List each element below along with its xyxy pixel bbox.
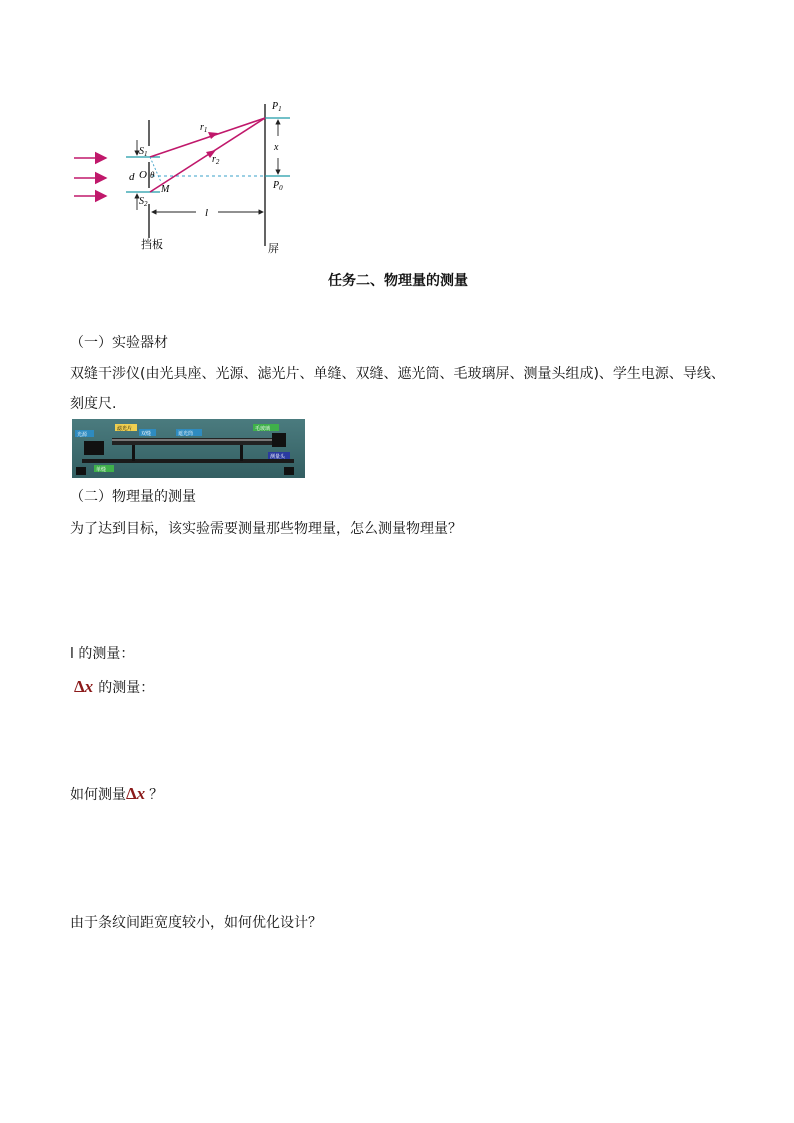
double-slit-diagram	[70, 96, 310, 258]
delta-x-symbol-2: Δx	[126, 784, 146, 803]
label-s1: $S_1$	[139, 146, 148, 158]
label-barrier: 挡板	[141, 238, 163, 251]
label-o: O	[139, 169, 147, 181]
label-screen: 屏	[268, 242, 279, 255]
optimize-question: 由于条纹间距宽度较小，如何优化设计？	[70, 915, 322, 931]
how-measure-suffix: ？	[149, 787, 164, 803]
equipment-title: （一）实验器材	[70, 335, 168, 351]
label-m: M	[161, 184, 170, 195]
how-measure-line	[70, 784, 163, 805]
photo-label-ground-glass: 毛玻璃	[255, 426, 271, 432]
label-x: x	[274, 142, 279, 153]
label-d: d	[129, 171, 135, 183]
label-r1: $r_1$	[200, 122, 208, 134]
label-l: l	[205, 207, 209, 219]
photo-label-filter: 滤光片	[117, 426, 133, 432]
label-theta: θ	[150, 170, 155, 180]
measurement-question: 为了达到目标，该实验需要测量那些物理量，怎么测量物理量？	[70, 521, 462, 537]
photo-label-measuring-head: 测量头	[270, 454, 286, 460]
how-measure-prefix: 如何测量	[70, 787, 126, 803]
dx-measurement-line	[74, 677, 154, 698]
ray-r2	[150, 118, 265, 192]
ray-r1-arrow	[208, 132, 218, 139]
dx-measurement-label: 的测量：	[98, 680, 155, 696]
label-s2: $S_2$	[139, 196, 148, 208]
label-r2: $r_2$	[212, 154, 220, 166]
label-p1: $P_1$	[272, 101, 282, 113]
apparatus-photo	[72, 419, 305, 478]
equipment-list-line1: 双缝干涉仪(由光具座、光源、滤光片、单缝、双缝、遮光筒、毛玻璃屏、测量头组成)、学生电源、导线、	[70, 366, 725, 382]
measurement-title: （二）物理量的测量	[70, 489, 196, 505]
photo-label-single-slit: 单缝	[96, 467, 107, 473]
delta-x-symbol: Δx	[74, 677, 94, 696]
photo-label-tube: 遮光筒	[178, 431, 194, 437]
equipment-list-line2: 刻度尺.	[70, 396, 117, 412]
label-p0: $P_0$	[273, 180, 283, 192]
section-heading: 任务二、物理量的测量	[328, 273, 468, 289]
ray-r1	[150, 118, 265, 157]
photo-label-light-source: 光源	[77, 432, 88, 438]
photo-label-double-slit: 双缝	[141, 431, 152, 437]
l-measurement-label: l 的测量：	[70, 646, 135, 662]
